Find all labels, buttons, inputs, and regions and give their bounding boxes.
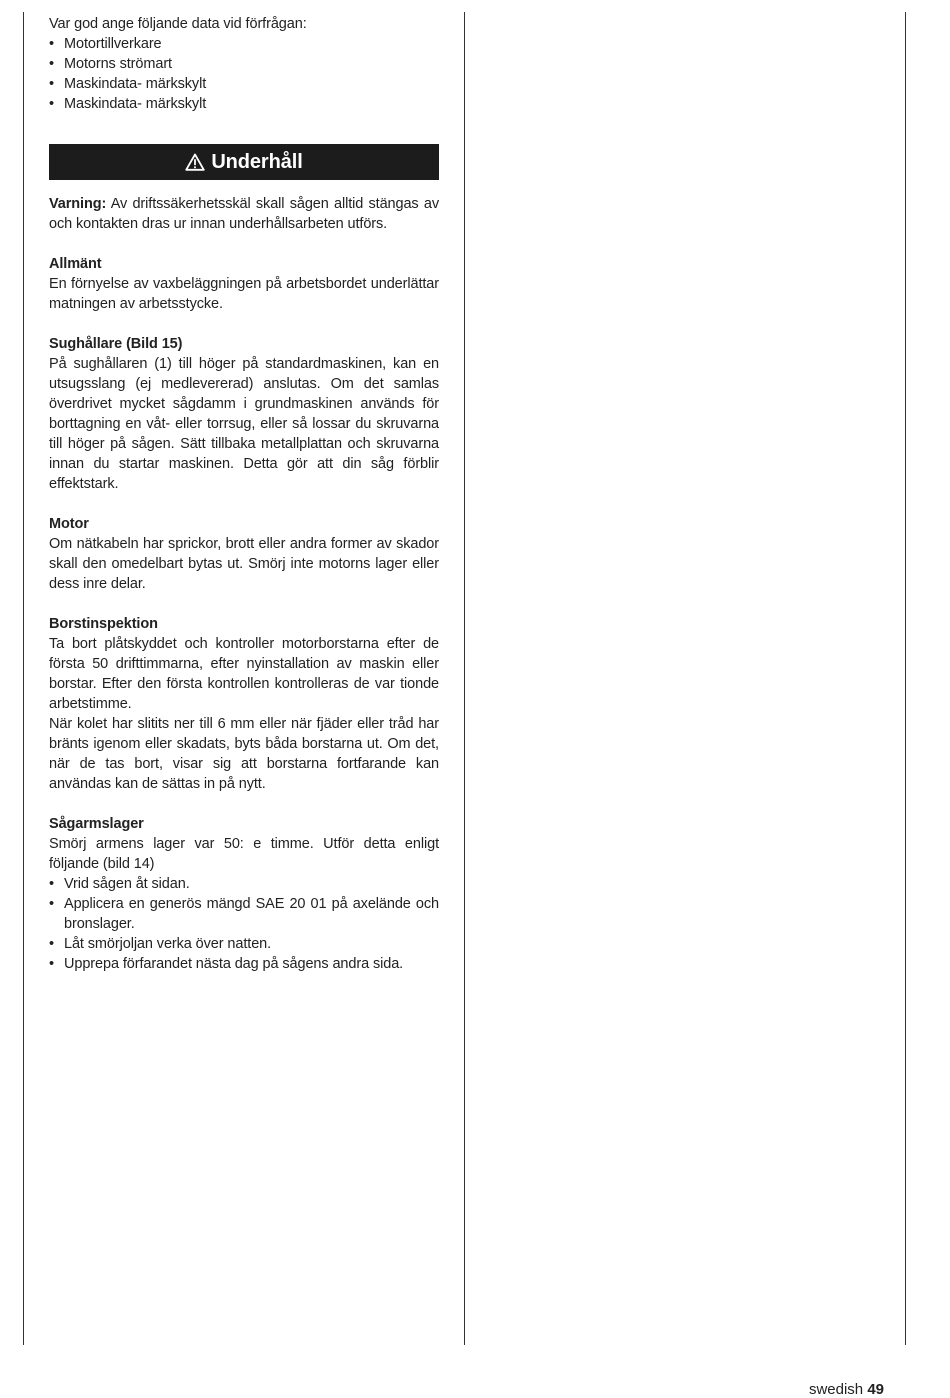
list-item: • Låt smörjoljan verka över natten. xyxy=(49,934,439,954)
list-item: • Motortillverkare xyxy=(49,34,439,54)
allmant-heading: Allmänt xyxy=(49,256,102,272)
intro-text: Var god ange följande data vid förfrågan: xyxy=(49,16,307,32)
sagarm-block xyxy=(49,814,439,974)
sagarm-list xyxy=(49,874,439,974)
list-item: • Upprepa förfarandet nästa dag på sågens andra sida. xyxy=(49,954,439,974)
left-margin-rule xyxy=(23,12,24,1345)
section-header-bar xyxy=(49,144,439,180)
footer-language: swedish xyxy=(808,1381,864,1398)
motor-block xyxy=(49,514,439,594)
warning-text: Av driftssäkerhetsskäl skall sågen alltid stängas av och kontakten dras ur innan underhållsarbeten utförs. xyxy=(49,196,439,232)
left-column xyxy=(49,14,439,974)
motor-text: Om nätkabeln har sprickor, brott eller andra former av skador skall den omedelbart bytas ut. Smörj inte motorns lager eller dess inre delar. xyxy=(49,536,439,592)
sughallare-heading: Sughållare (Bild 15) xyxy=(49,336,183,352)
intro-list xyxy=(49,34,439,114)
warning-block xyxy=(49,194,439,234)
page-footer xyxy=(809,1381,884,1398)
section-title: Underhåll xyxy=(211,151,303,173)
list-item: • Applicera en generös mängd SAE 20 01 på axelände och bronslager. xyxy=(49,894,439,934)
warning-triangle-icon xyxy=(185,153,205,171)
borst-text-2: När kolet har slitits ner till 6 mm eller när fjäder eller tråd har bränts igenom eller skadats, byts båda borstarna ut. Om det, när de tas bort, visar sig att borstarna fortfarande kan användas kan de sättas in på nytt. xyxy=(49,716,439,792)
intro-block xyxy=(49,14,439,114)
list-item: • Motorns strömart xyxy=(49,54,439,74)
borst-text-1: Ta bort plåtskyddet och kontroller motorborstarna efter de första 50 drifttimmarna, efter nyinstallation av maskin eller borstar. Efter den första kontrollen kontrolleras de var tionde arbetstimme. xyxy=(49,636,439,712)
list-item: • Maskindata- märkskylt xyxy=(49,94,439,114)
motor-heading: Motor xyxy=(49,516,89,532)
warning-paragraph xyxy=(49,194,439,234)
borst-heading: Borstinspektion xyxy=(49,616,158,632)
right-margin-rule xyxy=(905,12,906,1345)
sagarm-text: Smörj armens lager var 50: e timme. Utför detta enligt följande (bild 14) xyxy=(49,836,439,872)
borst-block xyxy=(49,614,439,794)
sughallare-block xyxy=(49,334,439,494)
column-divider-rule xyxy=(464,12,465,1345)
allmant-block xyxy=(49,254,439,314)
sughallare-text: På sughållaren (1) till höger på standardmaskinen, kan en utsugsslang (ej medlevererad) anslutas. Om det samlas överdrivet mycket sågdamm i grundmaskinen används för borttagning en våt- eller torrsug, eller så lossar du skruvarna till höger på sågen. Sätt tillbaka metallplattan och skruvarna innan du startar maskinen. Detta gör att din såg förblir effektstark. xyxy=(49,356,439,492)
allmant-text: En förnyelse av vaxbeläggningen på arbetsbordet underlättar matningen av arbetsstycke. xyxy=(49,276,439,312)
warning-label: Varning: xyxy=(49,196,107,212)
sagarm-heading: Sågarmslager xyxy=(49,816,144,832)
list-item: • Maskindata- märkskylt xyxy=(49,74,439,94)
list-item: • Vrid sågen åt sidan. xyxy=(49,874,439,894)
page-number: 49 xyxy=(867,1381,884,1398)
